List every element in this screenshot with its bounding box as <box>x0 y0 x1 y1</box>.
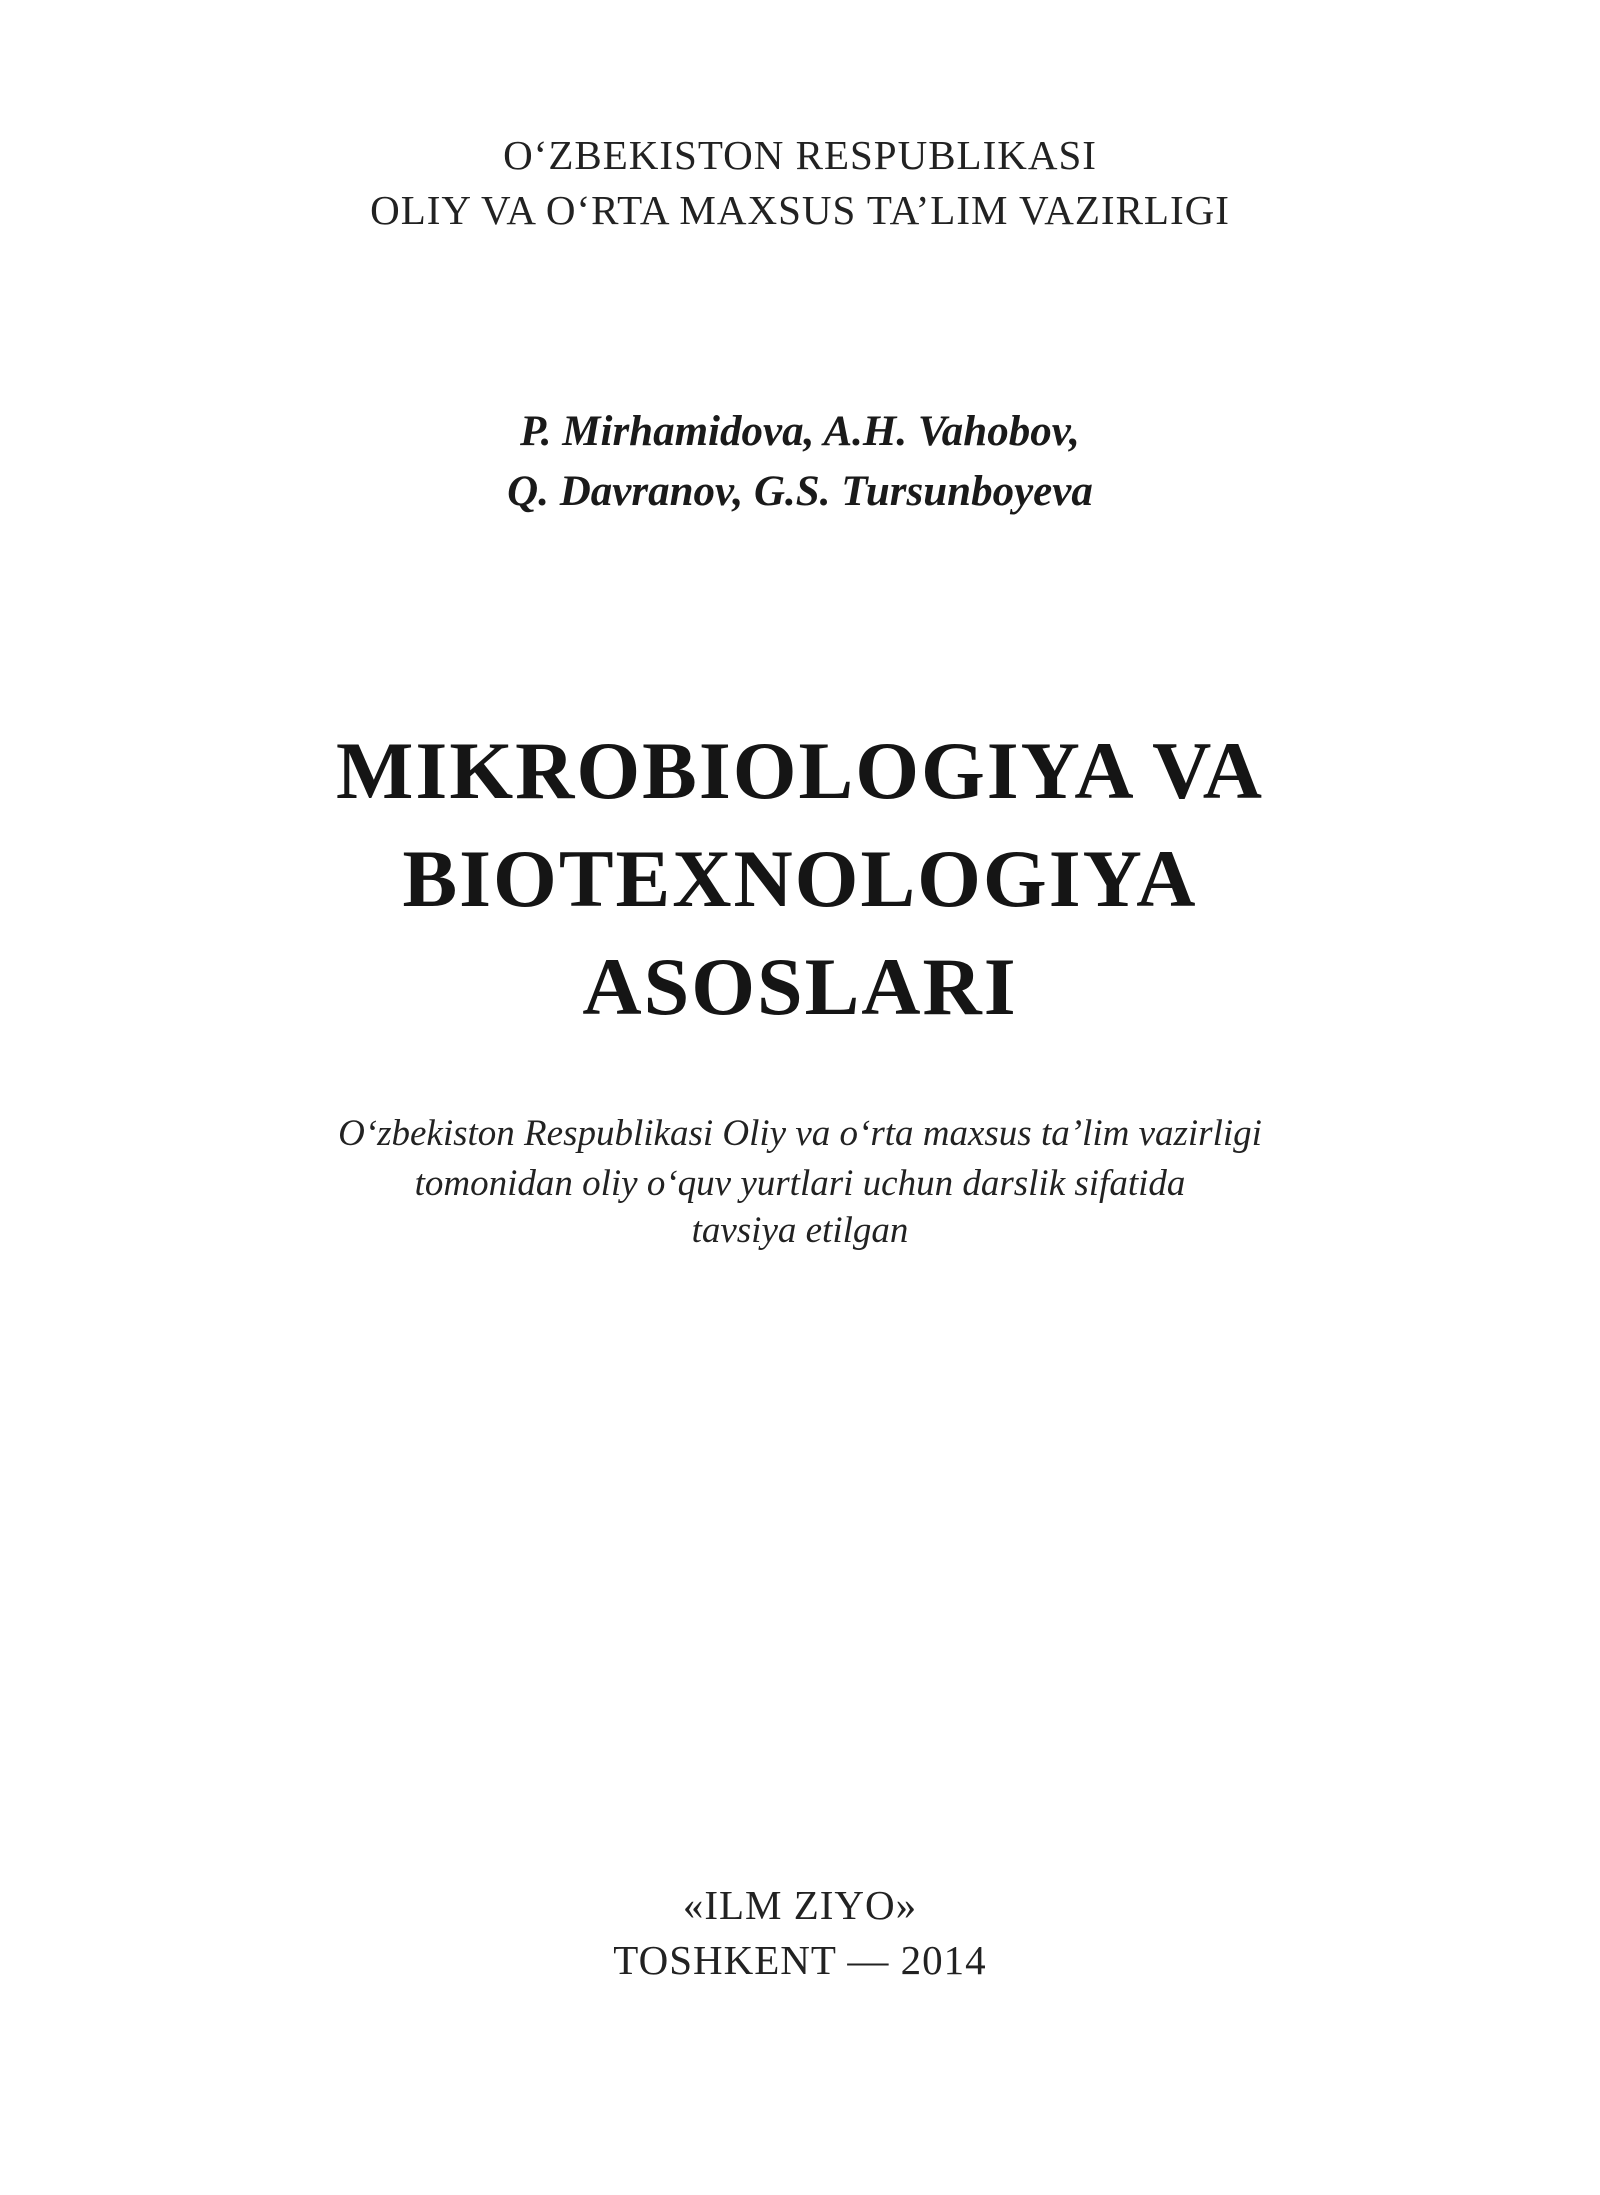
book-title-line-3: ASOSLARI <box>582 941 1018 1032</box>
ministry-name-line-2: OLIY VA O‘RTA MAXSUS TA’LIM VAZIRLIGI <box>370 187 1230 233</box>
book-title-line-2: BIOTEXNOLOGIYA <box>402 833 1198 924</box>
recommendation-line-3: tavsiya etilgan <box>691 1210 909 1251</box>
recommendation-line-1: O‘zbekiston Respublikasi Oliy va o‘rta maxsus ta’lim vazirligi <box>338 1113 1262 1154</box>
ministry-name-line-1: O‘ZBEKISTON RESPUBLIKASI <box>503 132 1097 178</box>
authors-line-1: P. Mirhamidova, A.H. Vahobov, <box>520 408 1080 455</box>
publisher-name: «ILM ZIYO» <box>682 1882 918 1928</box>
book-title-line-1: MIKROBIOLOGIYA VA <box>336 725 1264 816</box>
recommendation-line-2: tomonidan oliy o‘quv yurtlari uchun darslik sifatida <box>414 1163 1186 1204</box>
publisher-city-year: TOSHKENT — 2014 <box>613 1937 987 1983</box>
authors-line-2: Q. Davranov, G.S. Tursunboyeva <box>507 468 1093 515</box>
